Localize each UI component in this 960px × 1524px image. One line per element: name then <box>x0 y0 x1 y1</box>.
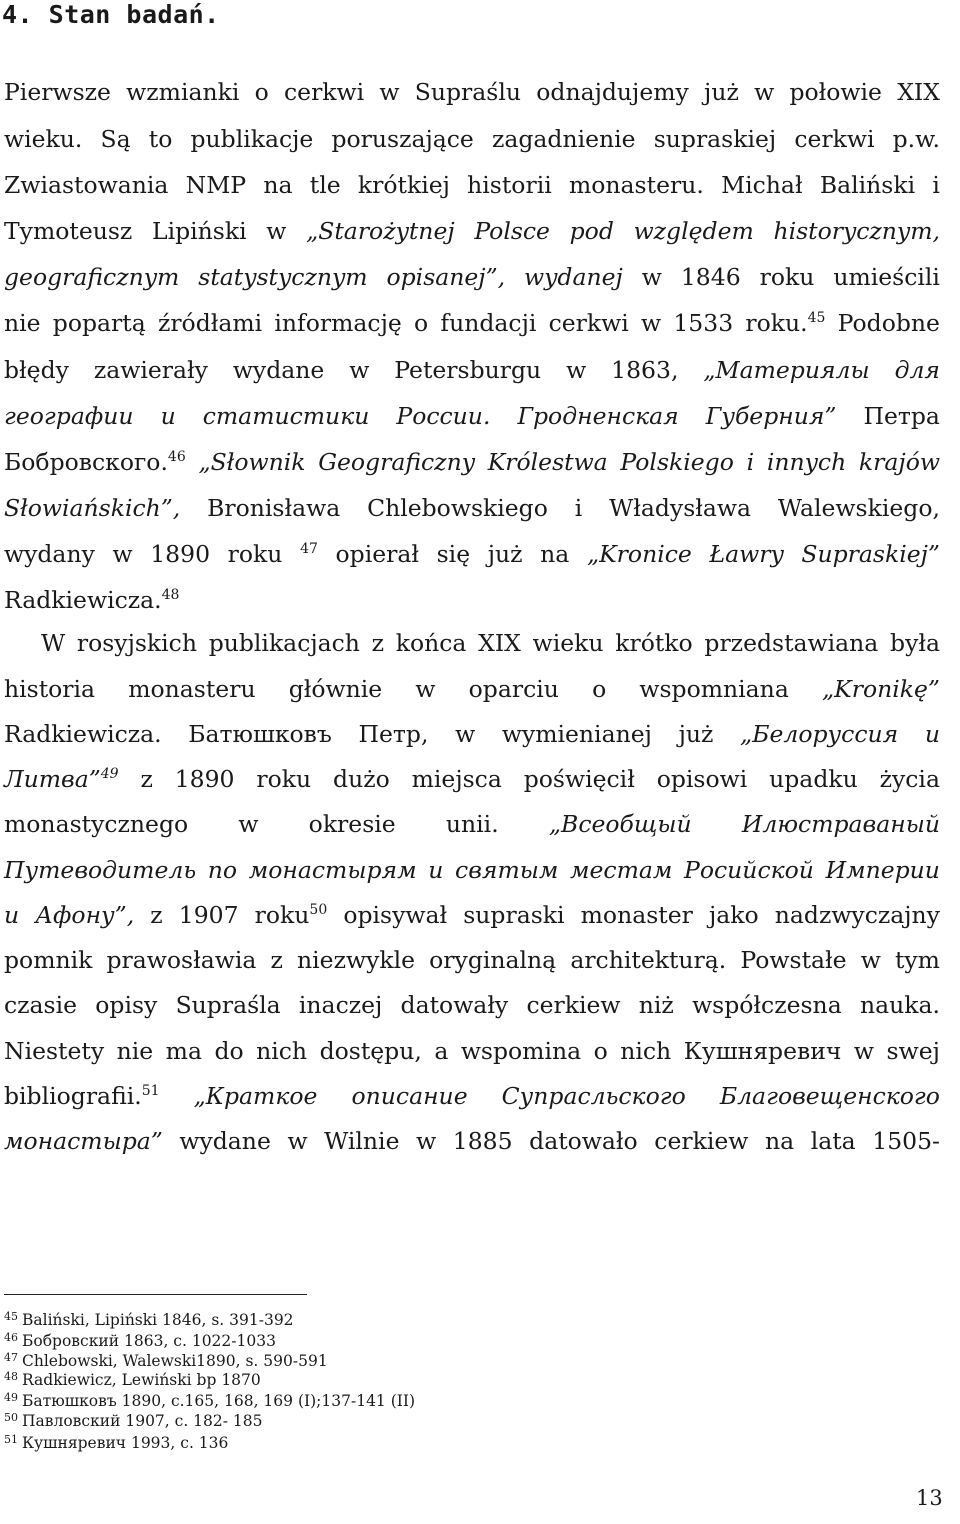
body-line: czasie opisy Supraśla inaczej datowały cerkiew niż współczesna nauka. <box>4 991 940 1019</box>
footnote-ref: 50 <box>309 902 328 918</box>
footnote: $^{47}$ Chlebowski, Walewski1890, s. 590-591 <box>4 1351 328 1370</box>
footnote-ref: 47 <box>300 541 318 557</box>
footnote-ref: 51 <box>141 1083 160 1099</box>
body-line: Литва”$^{49}$ z 1890 roku dużo miejsca poświęcił opisowi upadku życia <box>4 765 940 793</box>
body-line: Tymoteusz Lipiński w „Starożytnej Polsce pod względem historycznym, <box>4 217 940 245</box>
body-line: Бобровского.$^{46}$ „Słownik Geograficzny Królestwa Polskiego i innych krajów <box>4 448 940 476</box>
body-line: nie popartą źródłami informację o fundacji cerkwi w 1533 roku.$^{45}$ Podobne <box>4 309 940 337</box>
body-line: wieku. Są to publikacje poruszające zagadnienie supraskiej cerkwi p.w. <box>4 125 940 153</box>
body-line: Zwiastowania NMP na tle krótkiej historii monasteru. Michał Baliński i <box>4 171 940 199</box>
footnote: $^{46}$ Бобровский 1863, с. 1022-1033 <box>4 1331 276 1350</box>
body-line: Niestety nie ma do nich dostępu, a wspomina o nich Кушняревич w swej <box>4 1037 940 1065</box>
body-line: wydany w 1890 roku $^{47}$ opierał się już na „Kronice Ławry Supraskiej” <box>4 540 940 568</box>
footnote-ref: 46 <box>167 449 186 465</box>
footnote-ref: 49 <box>100 766 119 782</box>
body-line: geograficznym statystycznym opisanej”, wydanej w 1846 roku umieścili <box>4 263 940 291</box>
body-line: Słowiańskich”, Bronisława Chlebowskiego i Władysława Walewskiego, <box>4 494 940 522</box>
body-line: Radkiewicza.$^{48}$ <box>4 586 180 614</box>
body-line: błędy zawierały wydane w Petersburgu w 1863, „Материялы для <box>4 356 940 384</box>
body-line: pomnik prawosławia z niezwykle oryginalną architekturą. Powstałe w tym <box>4 946 940 974</box>
body-line: монастыра” wydane w Wilnie w 1885 datowało cerkiew na lata 1505- <box>4 1127 940 1155</box>
body-line: bibliografii.$^{51}$ „Краткое описание Супрасльского Благовещенского <box>4 1082 940 1110</box>
body-line: W rosyjskich publikacjach z końca XIX wieku krótko przedstawiana była <box>41 629 940 657</box>
section-heading: 4. Stan badań. <box>2 0 220 29</box>
body-line: географии и статистики России. Гродненская Губерния” Петра <box>4 402 940 430</box>
footnote-separator <box>4 1294 307 1295</box>
footnote: $^{50}$ Павловский 1907, с. 182- 185 <box>4 1411 263 1430</box>
body-line: и Афону”, z 1907 roku$^{50}$ opisywał supraski monaster jako nadzwyczajny <box>4 901 940 929</box>
footnote: $^{51}$ Кушняревич 1993, с. 136 <box>4 1433 229 1452</box>
body-line: monastycznego w okresie unii. „Всеобщый Илюстраваный <box>4 810 940 838</box>
body-line: Путеводитель по монастырям и святым местам Росийской Империи <box>4 856 940 884</box>
body-line: Radkiewicza. Батюшковъ Петр, w wymienianej już „Белоруссия и <box>4 720 940 748</box>
footnote: $^{49}$ Батюшковъ 1890, c.165, 168, 169 (I);137-141 (II) <box>4 1391 416 1410</box>
page-number: 13 <box>916 1486 943 1510</box>
body-line: historia monasteru głównie w oparciu o wspomniana „Kronikę” <box>4 675 940 703</box>
body-line: Pierwsze wzmianki o cerkwi w Supraślu odnajdujemy już w połowie XIX <box>4 78 940 106</box>
footnote-ref: 45 <box>807 310 826 326</box>
footnote-ref: 48 <box>161 587 180 603</box>
footnote: $^{45}$ Baliński, Lipiński 1846, s. 391-392 <box>4 1310 294 1329</box>
footnote: $^{48}$ Radkiewicz, Lewiński bp 1870 <box>4 1370 261 1389</box>
